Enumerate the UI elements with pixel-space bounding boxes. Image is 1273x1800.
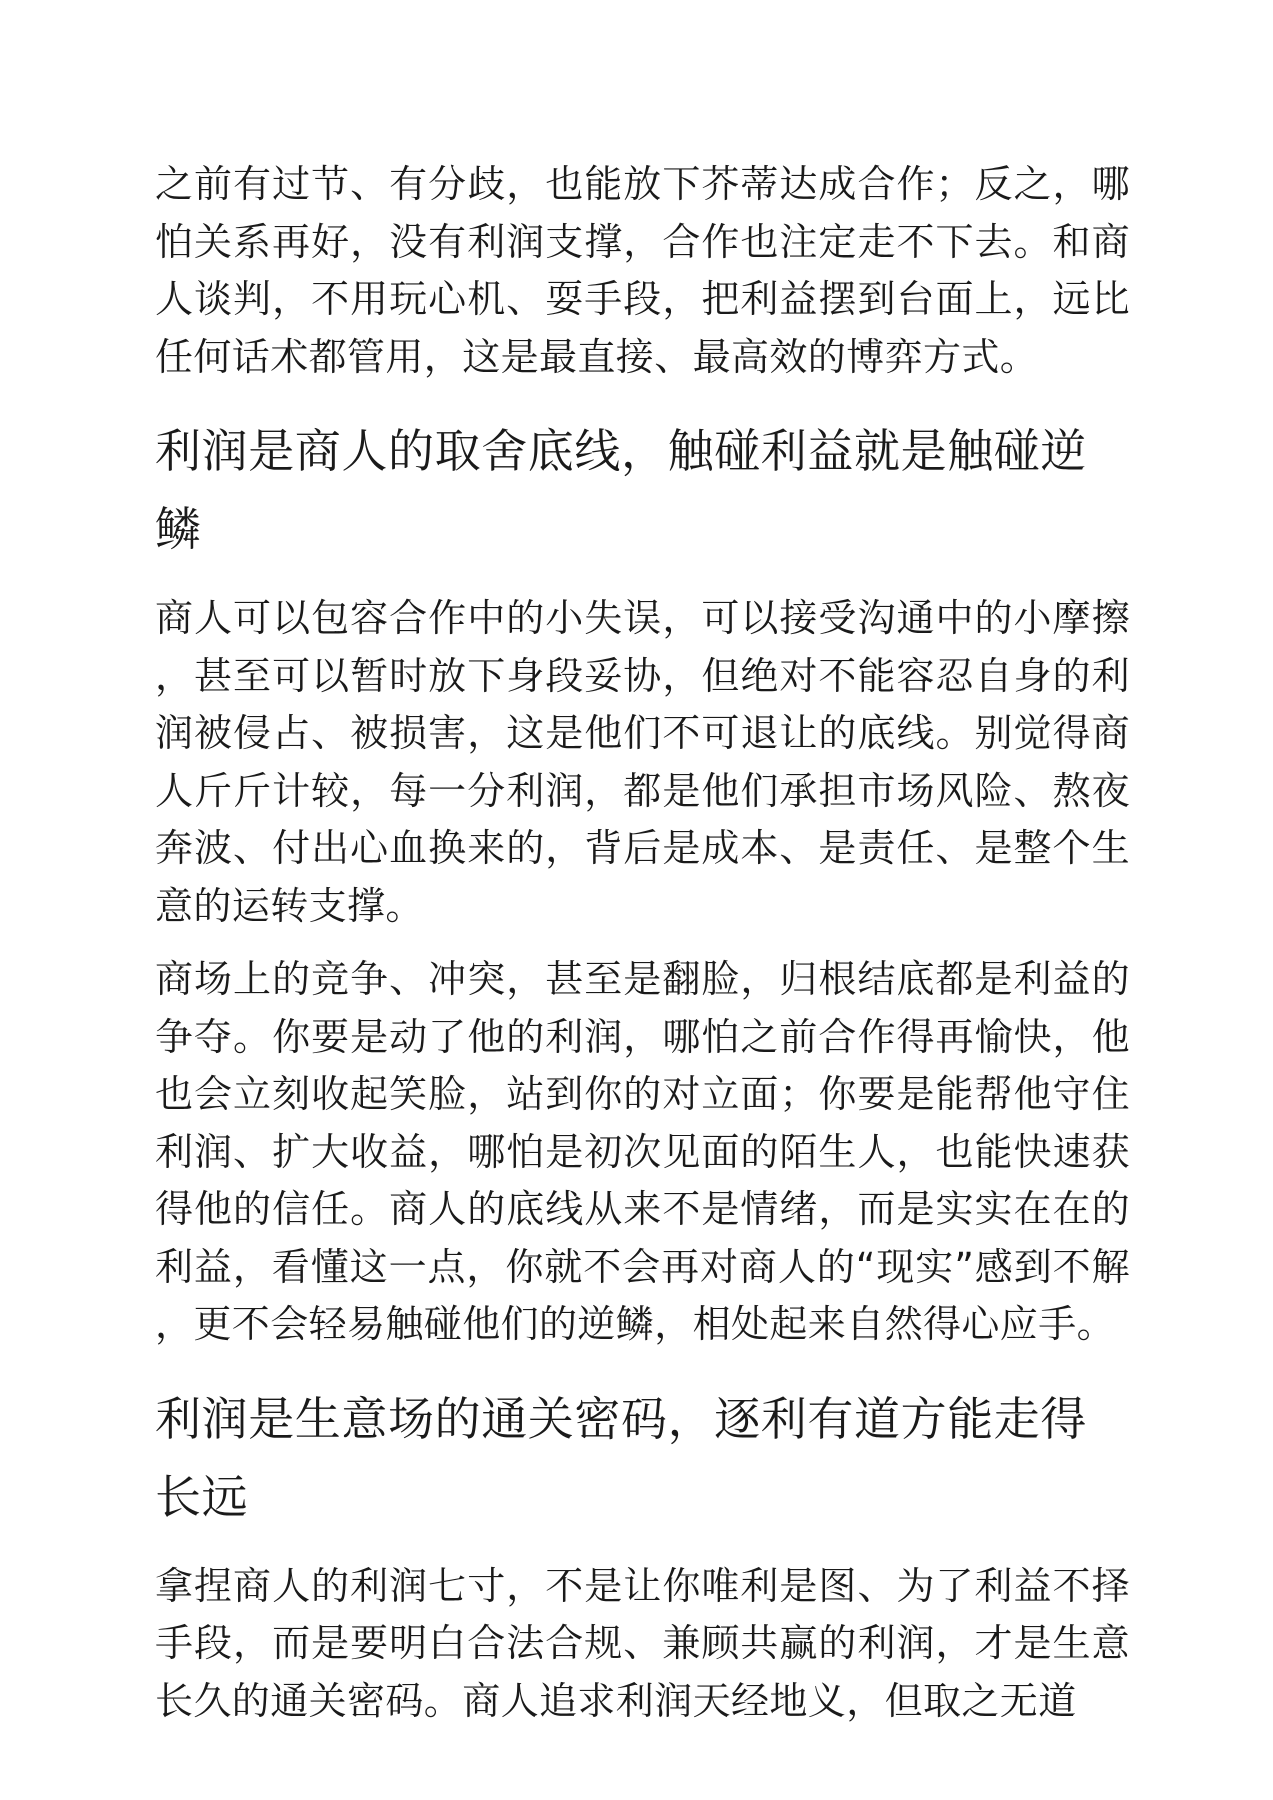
article-body [155, 156, 1130, 1730]
section1-paragraph-2: 商场上的竞争、冲突，甚至是翻脸，归根结底都是利益的争夺。你要是动了他的利润，哪怕之前合作得再愉快，他也会立刻收起笑脸，站到你的对立面；你要是能帮他守住利润、扩大收益，哪怕是初次见面的陌生人，也能快速获得他的信任。商人的底线从来不是情绪，而是实实在在的利益，看懂这一点，你就不会再对商人的“现实”感到不解，更不会轻易触碰他们的逆鳞，相处起来自然得心应手。 [155, 957, 1130, 1346]
section2-paragraph-1: 拿捏商人的利润七寸，不是让你唯利是图、为了利益不择手段，而是要明白合法合规、兼顾共赢的利润，才是生意长久的通关密码。商人追求利润天经地义，但取之无道 [155, 1563, 1130, 1723]
intro-paragraph: 之前有过节、有分歧，也能放下芥蒂达成合作；反之，哪怕关系再好，没有利润支撑，合作也注定走不下去。和商人谈判，不用玩心机、耍手段，把利益摆到台面上，远比任何话术都管用，这是最直接、最高效的博弈方式。 [155, 162, 1130, 379]
section-heading-profit-passcode: 利润是生意场的通关密码，逐利有道方能走得长远 [155, 1391, 1087, 1524]
section1-paragraph-1: 商人可以包容合作中的小失误，可以接受沟通中的小摩擦，甚至可以暂时放下身段妥协，但绝对不能容忍自身的利润被侵占、被损害，这是他们不可退让的底线。别觉得商人斤斤计较，每一分利润，都是他们承担市场风险、熬夜奔波、付出心血换来的，背后是成本、是责任、是整个生意的运转支撑。 [155, 596, 1130, 928]
section-heading-profit-bottom-line: 利润是商人的取舍底线，触碰利益就是触碰逆鳞 [155, 424, 1087, 556]
